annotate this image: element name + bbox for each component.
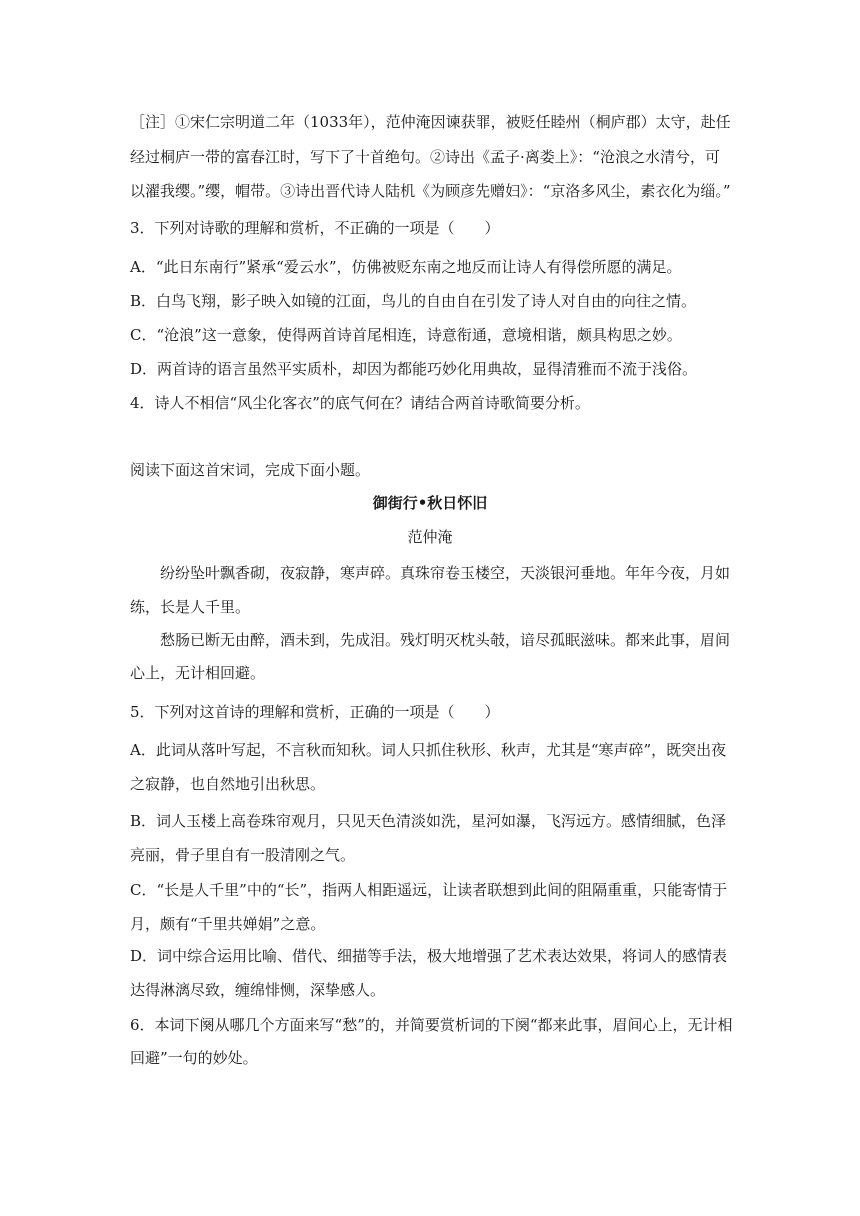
question-3-option-a: A．“此日东南行”紧承“爱云水”，仿佛被贬东南之地反而让诗人有得偿所愿的满足。: [130, 258, 682, 276]
question-5-option-b-line-2: 亮丽，骨子里自有一股清刚之气。: [130, 846, 356, 864]
question-3-stem: 3．下列对诗歌的理解和赏析，不正确的一项是（ ）: [130, 219, 500, 237]
question-5-option-c-line-2: 月，颇有“千里共婵娟”之意。: [130, 915, 326, 933]
question-3-option-d: D．两首诗的语言虽然平实质朴，却因为都能巧妙化用典故，显得清雅而不流于浅俗。: [130, 360, 698, 378]
question-3-option-c: C．“沧浪”这一意象，使得两首诗首尾相连，诗意衔通，意境相谐，颇具构思之妙。: [130, 326, 682, 344]
question-4-stem: 4．诗人不相信“风尘化客衣”的底气何在？请结合两首诗歌简要分析。: [130, 394, 590, 412]
poem-line-1: 纷纷坠叶飘香砌，夜寂静，寒声碎。真珠帘卷玉楼空，天淡银河垂地。年年今夜，月如: [160, 564, 731, 582]
question-5-option-c-line-1: C．“长是人千里”中的“长”，指两人相距遥远，让读者联想到此间的阻隔重重，只能寄情于: [130, 881, 728, 899]
note-line-3: 以濯我缨。”缨，帽带。③诗出晋代诗人陆机《为顾彦先赠妇》：“京洛多风尘，素衣化为缁。”: [130, 182, 731, 200]
question-6-line-1: 6．本词下阕从哪几个方面来写“愁”的，并简要赏析词的下阕“都来此事，眉间心上，无计相: [130, 1016, 733, 1034]
poem-line-2: 练，长是人千里。: [130, 598, 251, 616]
question-5-option-d-line-2: 达得淋漓尽致，缠绵悱恻，深挚感人。: [130, 981, 386, 999]
question-5-option-d-line-1: D．词中综合运用比喻、借代、细描等手法，极大地增强了艺术表达效果，将词人的感情表: [130, 947, 728, 965]
poem-line-3: 愁肠已断无由醉，酒未到，先成泪。残灯明灭枕头攲，谙尽孤眠滋味。都来此事，眉间: [160, 631, 731, 649]
question-5-option-a-line-2: 之寂静，也自然地引出秋思。: [130, 775, 326, 793]
poem-title: 御街行•秋日怀旧: [372, 494, 488, 512]
poem-author: 范仲淹: [407, 528, 453, 546]
question-5-stem: 5．下列对这首诗的理解和赏析，正确的一项是（ ）: [130, 703, 500, 721]
question-6-line-2: 回避”一句的妙处。: [130, 1049, 258, 1067]
question-5-option-b-line-1: B．词人玉楼上高卷珠帘观月，只见天色清淡如洗，星河如瀑，飞泻远方。感情细腻，色泽: [130, 812, 727, 830]
note-line-2: 经过桐庐一带的富春江时，写下了十首绝句。②诗出《孟子·离娄上》：“沧浪之水清兮，可: [130, 148, 720, 166]
poem-line-4: 心上，无计相回避。: [130, 664, 266, 682]
question-3-option-b: B．白鸟飞翔，影子映入如镜的江面，鸟儿的自由自在引发了诗人对自由的向往之情。: [130, 292, 697, 310]
note-line-1: ［注］①宋仁宗明道二年（1033年），范仲淹因谏获罪，被贬任睦州（桐庐郡）太守，赴任: [130, 113, 731, 131]
reading-instruction: 阅读下面这首宋词，完成下面小题。: [130, 461, 371, 479]
question-5-option-a-line-1: A．此词从落叶写起，不言秋而知秋。词人只抓住秋形、秋声，尤其是“寒声碎”，既突出夜: [130, 741, 727, 759]
